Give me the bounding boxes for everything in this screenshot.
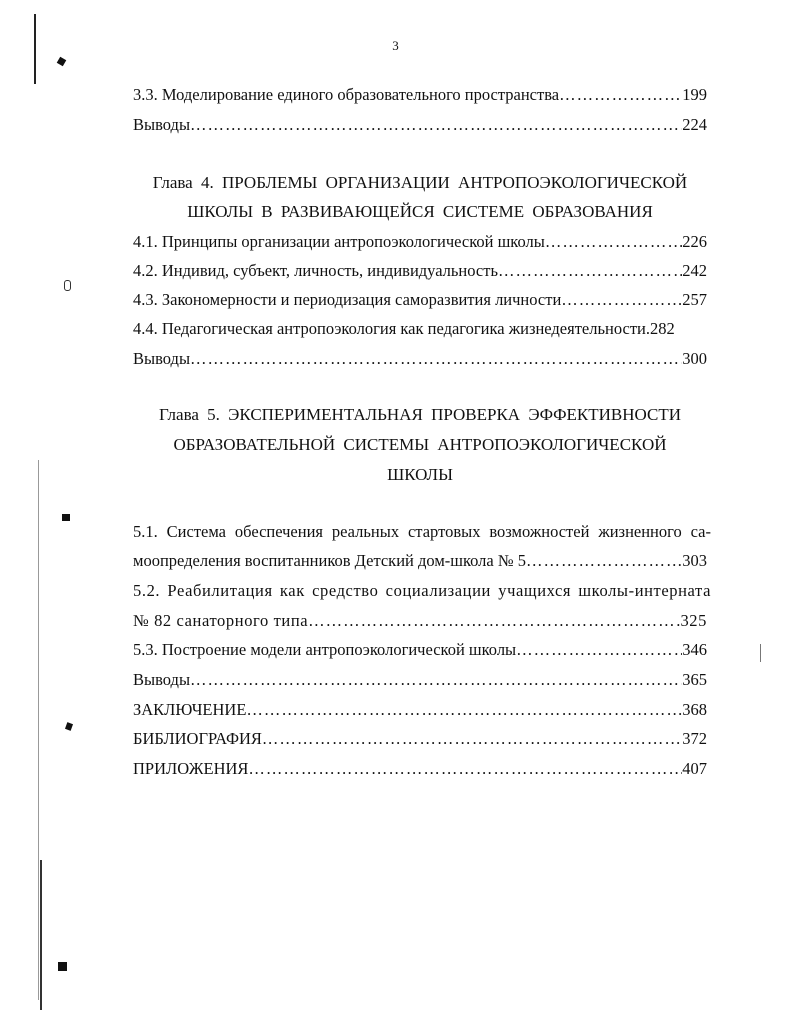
toc-entry-title: Выводы bbox=[133, 349, 191, 368]
binding-edge-line bbox=[38, 460, 39, 1000]
toc-entry-title: 3.3. Моделирование единого образовательного пространства bbox=[133, 85, 560, 104]
toc-entry bbox=[133, 611, 707, 631]
toc-entry bbox=[133, 759, 707, 779]
toc-entry-page: 226 bbox=[682, 232, 707, 251]
chapter-heading: Глава 5. ЭКСПЕРИМЕНТАЛЬНАЯ ПРОВЕРКА ЭФФЕКТИВНОСТИ bbox=[159, 405, 681, 424]
toc-leader bbox=[516, 640, 682, 660]
toc-leader bbox=[526, 551, 682, 571]
chapter-heading: ОБРАЗОВАТЕЛЬНОЙ СИСТЕМЫ АНТРОПОЭКОЛОГИЧЕСКОЙ bbox=[173, 435, 667, 454]
toc-leader bbox=[262, 729, 682, 749]
chapter-heading: ШКОЛЫ bbox=[387, 465, 453, 484]
toc-entry-page: 199 bbox=[682, 85, 707, 104]
toc-entry bbox=[133, 700, 707, 720]
scan-mark bbox=[65, 722, 73, 731]
toc-entry bbox=[133, 261, 707, 281]
toc-entry-page: 224 bbox=[682, 115, 707, 134]
toc-leader bbox=[545, 232, 682, 252]
toc-entry-title: БИБЛИОГРАФИЯ bbox=[133, 729, 262, 748]
toc-entry-title: ПРИЛОЖЕНИЯ bbox=[133, 759, 249, 778]
chapter-heading: ШКОЛЫ В РАЗВИВАЮЩЕЙСЯ СИСТЕМЕ ОБРАЗОВАНИЯ bbox=[187, 202, 653, 221]
page-number: 3 bbox=[392, 38, 399, 53]
toc-entry-page: 242 bbox=[682, 261, 707, 280]
toc-entry-title: 5.2. Реабилитация как средство социализации учащихся школы-интерната bbox=[133, 581, 711, 600]
scan-mark bbox=[57, 57, 67, 67]
toc-leader bbox=[559, 85, 682, 105]
toc-leader bbox=[498, 261, 682, 281]
toc-entry-title: Выводы bbox=[133, 670, 191, 689]
toc-entry-title: 5.1. Система обеспечения реальных стартовых возможностей жизненного са- bbox=[133, 522, 711, 541]
toc-entry-title: № 82 санаторного типа bbox=[133, 611, 309, 630]
toc-entry-page: 368 bbox=[682, 700, 707, 719]
toc-entry-title: 4.2. Индивид, субъект, личность, индивидуальность bbox=[133, 261, 498, 280]
toc-entry bbox=[133, 319, 707, 339]
scan-mark bbox=[62, 514, 70, 521]
toc-entry-page: 257 bbox=[682, 290, 707, 309]
toc-entry-page: 346 bbox=[682, 640, 707, 659]
toc-leader bbox=[246, 700, 682, 720]
toc-entry-title: Выводы bbox=[133, 115, 191, 134]
toc-leader bbox=[190, 115, 682, 135]
toc-entry-page: 282 bbox=[650, 319, 675, 338]
toc-entry-page: 325 bbox=[680, 611, 707, 630]
toc-leader bbox=[308, 611, 680, 631]
toc-leader bbox=[190, 349, 682, 369]
scan-mark bbox=[760, 644, 761, 662]
toc-entry bbox=[133, 640, 707, 660]
toc-entry-page: 300 bbox=[682, 349, 707, 368]
toc-entry-page: 407 bbox=[682, 759, 707, 778]
toc-leader bbox=[190, 670, 682, 690]
chapter-heading: Глава 4. ПРОБЛЕМЫ ОРГАНИЗАЦИИ АНТРОПОЭКОЛОГИЧЕСКОЙ bbox=[152, 173, 688, 192]
toc-entry bbox=[133, 290, 707, 310]
toc-entry bbox=[133, 85, 707, 105]
scan-mark bbox=[64, 280, 71, 291]
binding-edge-line bbox=[40, 860, 42, 1010]
toc-entry-title: моопределения воспитанников Детский дом-школа № 5 bbox=[133, 551, 526, 570]
toc-entry-title: 4.4. Педагогическая антропоэкология как педагогика жизнедеятельности. bbox=[133, 319, 650, 338]
scan-mark bbox=[58, 962, 67, 971]
toc-entry bbox=[133, 115, 707, 135]
toc-leader bbox=[248, 759, 682, 779]
toc-entry-title: 4.3. Закономерности и периодизация саморазвития личности bbox=[133, 290, 562, 309]
toc-entry bbox=[133, 232, 707, 252]
toc-entry bbox=[133, 551, 707, 571]
toc-entry-title: 4.1. Принципы организации антропоэкологической школы bbox=[133, 232, 545, 251]
toc-entry-page: 365 bbox=[682, 670, 707, 689]
toc-entry-page: 372 bbox=[682, 729, 707, 748]
toc-entry bbox=[133, 729, 707, 749]
toc-entry-title: ЗАКЛЮЧЕНИЕ bbox=[133, 700, 247, 719]
toc-entry bbox=[133, 670, 707, 690]
toc-leader bbox=[561, 290, 682, 310]
toc-entry-page: 303 bbox=[682, 551, 707, 570]
toc-entry-title: 5.3. Построение модели антропоэкологической школы bbox=[133, 640, 517, 659]
toc-entry bbox=[133, 349, 707, 369]
